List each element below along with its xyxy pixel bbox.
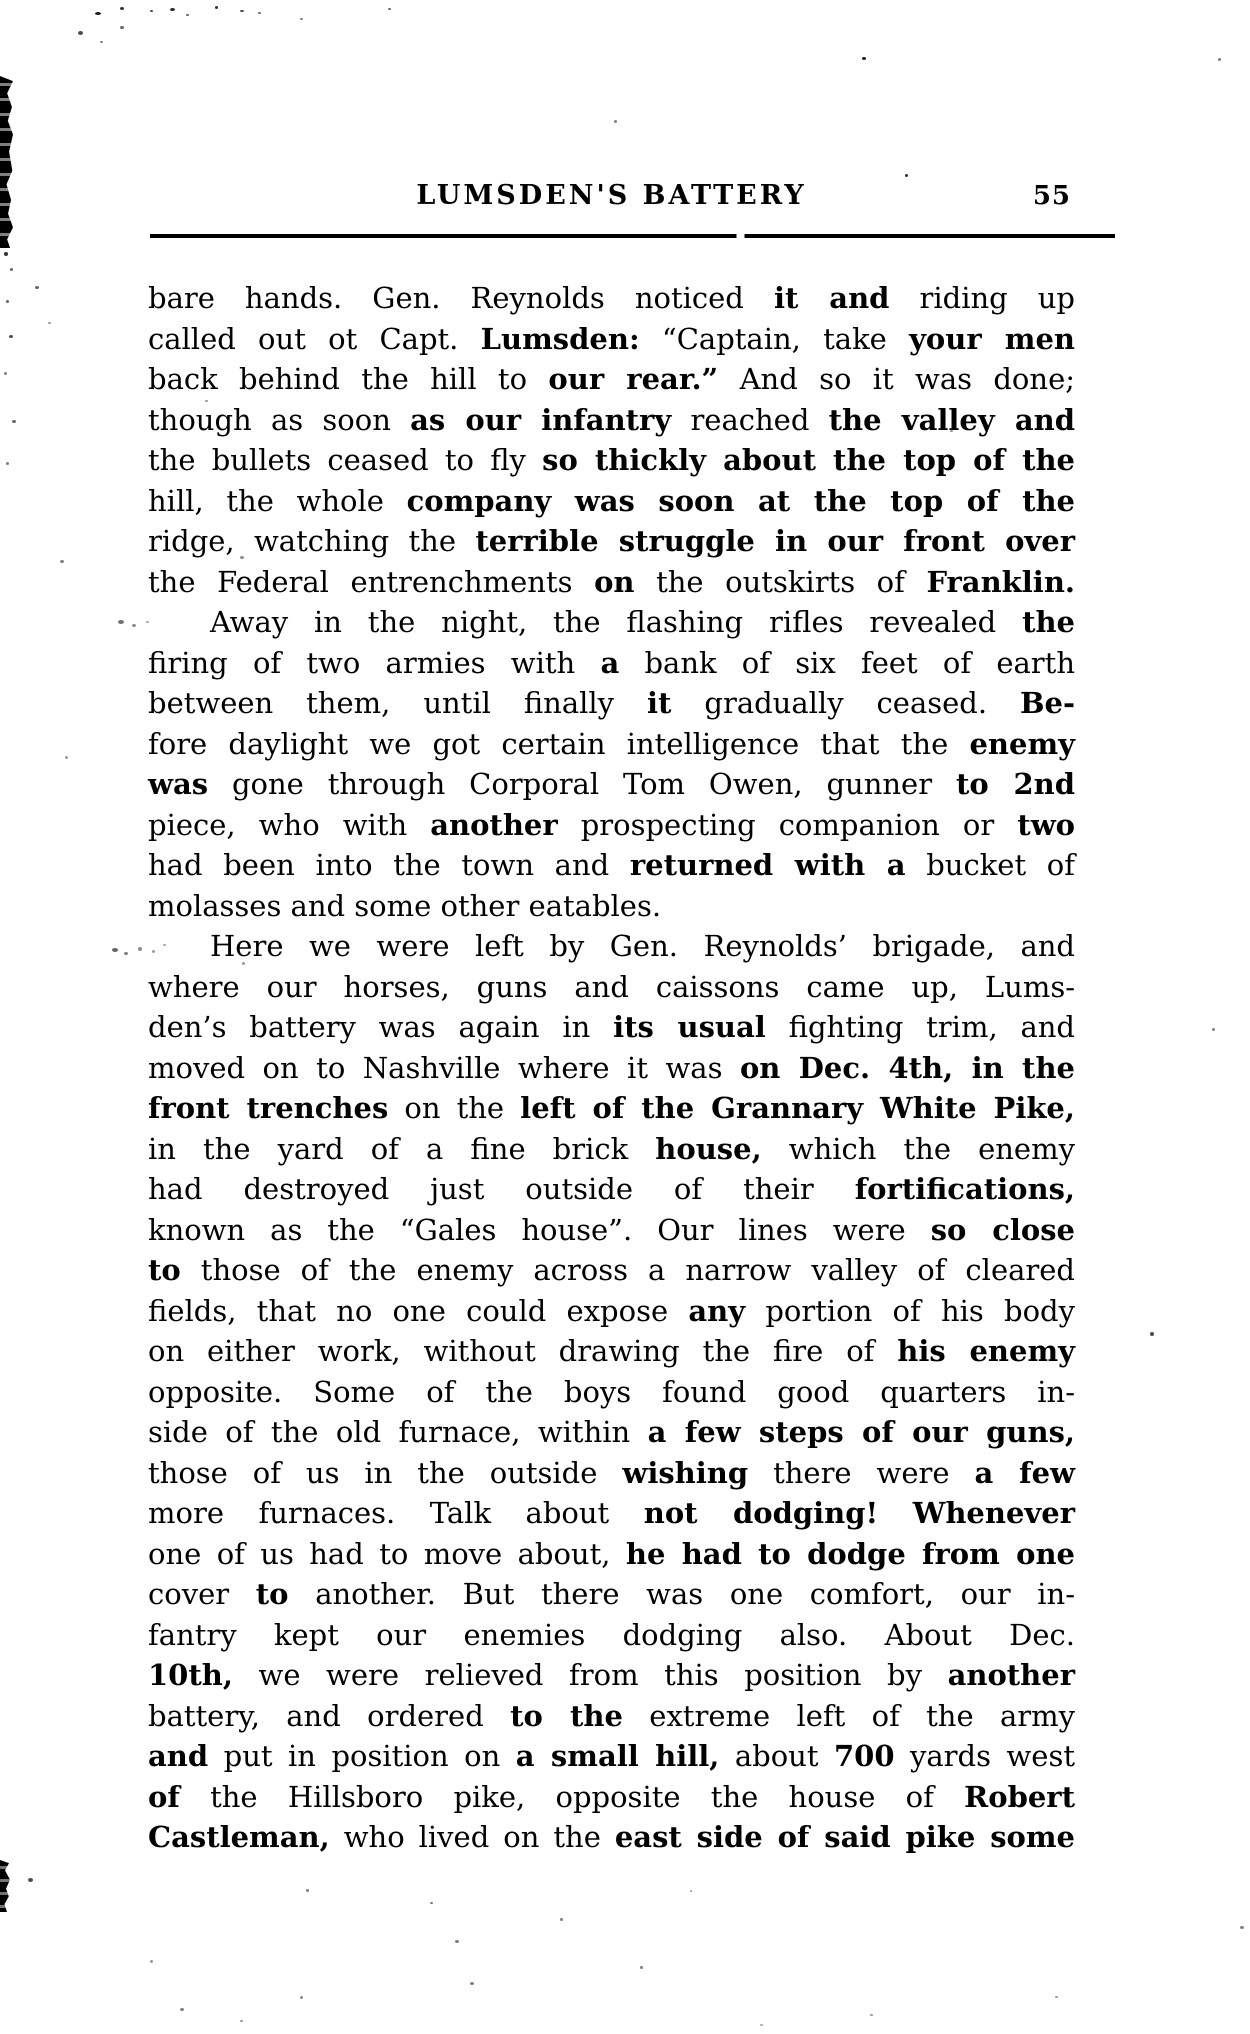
scan-speck <box>690 1890 692 1892</box>
text-line <box>148 1007 1075 1048</box>
text-segment: bare hands. Gen. Reynolds noticed <box>148 281 774 315</box>
text-line <box>148 602 1075 643</box>
text-segment: gone through Corporal Tom Owen, gunner <box>208 767 956 801</box>
scan-speck <box>862 57 866 60</box>
text-line <box>148 1048 1075 1089</box>
text-segment: on either work, without drawing the fire of <box>148 1334 898 1368</box>
text-line <box>148 1615 1075 1656</box>
text-segment: opposite. Some of the boys found good quarters in- <box>148 1374 1075 1409</box>
text-line <box>148 1453 1075 1494</box>
scan-speck <box>470 1982 474 1985</box>
heavy-ink-text: Lumsden: <box>480 321 640 356</box>
text-segment: hill, the whole <box>148 483 407 518</box>
text-segment: reached <box>671 402 829 437</box>
text-segment: called out ot Capt. <box>148 321 481 356</box>
scan-speck <box>240 10 244 12</box>
heavy-ink-text: two <box>1017 807 1075 842</box>
text-line <box>148 967 1075 1008</box>
scan-speck <box>124 952 128 955</box>
text-segment: Away in the night, the flashing rifles revealed <box>210 605 1023 639</box>
heavy-ink-text: a few steps of our guns, <box>647 1415 1075 1449</box>
binding-edge-mark-bottom <box>0 1860 10 1912</box>
scan-speck <box>388 8 391 10</box>
scan-speck <box>455 1940 459 1943</box>
heavy-ink-text: it <box>647 686 672 720</box>
heavy-ink-text: 10th, <box>148 1658 233 1692</box>
heavy-ink-text: company was soon at the top of the <box>406 483 1076 518</box>
heavy-ink-text: a few <box>974 1455 1075 1490</box>
scan-speck <box>186 14 189 16</box>
text-segment: those of us in the outside <box>148 1455 623 1490</box>
heavy-ink-text: another <box>947 1658 1075 1692</box>
heavy-ink-text: the <box>1022 605 1075 639</box>
heavy-ink-text: Castleman, <box>148 1820 330 1854</box>
heavy-ink-text: as our infantry <box>410 402 672 437</box>
text-segment: molasses and some other eatables. <box>148 888 662 923</box>
scan-speck <box>120 26 124 29</box>
text-segment: the bullets ceased to fly <box>148 443 543 477</box>
scan-speck <box>614 120 617 123</box>
scan-speck <box>300 18 303 20</box>
text-segment: piece, who with <box>148 807 431 842</box>
scan-speck <box>950 430 953 432</box>
scan-speck <box>1055 1996 1058 1998</box>
scan-speck <box>870 2014 873 2016</box>
scan-speck <box>28 1878 33 1882</box>
scan-speck <box>1212 1028 1215 1031</box>
text-line <box>148 805 1075 846</box>
text-segment: fantry kept our enemies dodging also. About Dec. <box>148 1617 1075 1652</box>
text-line <box>148 1331 1075 1372</box>
text-segment: cover <box>148 1577 256 1611</box>
scan-speck <box>10 268 13 271</box>
scan-speck <box>118 620 124 624</box>
text-segment: ridge, watching the <box>148 524 476 558</box>
scan-speck <box>300 1996 303 1999</box>
heavy-ink-text: to 2nd <box>955 767 1076 801</box>
text-segment: back behind the hill to <box>148 362 549 396</box>
text-line <box>148 1250 1075 1291</box>
text-segment: prospecting companion or <box>557 807 1018 842</box>
text-line <box>148 683 1075 724</box>
heavy-ink-text: front trenches <box>148 1091 389 1125</box>
text-segment: gradually ceased. <box>671 686 1021 720</box>
scan-speck <box>48 322 51 324</box>
text-segment: And so it was done; <box>718 362 1075 396</box>
heavy-ink-text: Whenever <box>912 1496 1075 1530</box>
scan-speck <box>100 41 103 43</box>
scan-speck <box>6 462 9 465</box>
heavy-ink-text: so thickly about the top of the <box>542 443 1075 477</box>
heavy-ink-text: it and <box>773 281 890 315</box>
scan-speck <box>78 31 83 35</box>
text-segment: Here we were left by Gen. Reynolds’ brigade, and <box>210 929 1075 963</box>
text-line <box>148 1493 1075 1534</box>
heavy-ink-text: on Dec. 4th, in the <box>739 1050 1075 1085</box>
heavy-ink-text: his enemy <box>897 1334 1075 1368</box>
text-segment: there were <box>748 1455 975 1490</box>
text-segment: known as the “Gales house”. Our lines were <box>148 1212 931 1247</box>
text-segment: fighting trim, and <box>765 1010 1075 1044</box>
text-line <box>148 643 1075 684</box>
heavy-ink-text: another <box>430 807 558 842</box>
heavy-ink-text: house, <box>655 1131 762 1166</box>
heavy-ink-text: Robert <box>964 1779 1075 1814</box>
text-segment: though as soon <box>148 402 411 437</box>
heavy-ink-text: was <box>148 767 209 801</box>
heavy-ink-text: fortifications, <box>854 1172 1075 1206</box>
heavy-ink-text: and <box>148 1739 209 1773</box>
text-segment: extreme left of the army <box>622 1698 1076 1733</box>
text-segment: on the <box>388 1091 521 1125</box>
text-segment: den’s battery was again in <box>148 1010 614 1044</box>
heavy-ink-text: a small hill, <box>515 1739 720 1773</box>
text-line <box>148 1291 1075 1332</box>
scan-speck <box>146 621 149 623</box>
scan-speck <box>9 335 13 338</box>
heavy-ink-text: Be- <box>1020 686 1076 720</box>
text-line <box>148 562 1075 603</box>
text-line <box>148 1372 1075 1413</box>
text-segment: we were relieved from this position by <box>232 1658 948 1692</box>
scan-speck <box>240 556 244 559</box>
scan-speck <box>215 6 218 9</box>
scan-speck <box>205 400 208 402</box>
text-line <box>148 1736 1075 1777</box>
text-segment: in the yard of a fine brick <box>148 1131 656 1166</box>
text-segment: had destroyed just outside of their <box>148 1172 855 1206</box>
scan-speck <box>1150 1332 1154 1336</box>
page-header-title: LUMSDEN'S BATTERY <box>416 180 807 211</box>
text-segment: fore daylight we got certain intelligence that the <box>148 726 970 761</box>
text-line <box>148 886 1075 927</box>
page-number: 55 <box>1032 181 1071 211</box>
text-segment: riding up <box>889 281 1075 315</box>
text-segment: the outskirts of <box>634 564 927 599</box>
scan-speck <box>4 372 7 375</box>
text-segment: one of us had to move about, <box>148 1536 626 1571</box>
heavy-ink-text: our rear.” <box>548 362 719 396</box>
text-segment: put in position on <box>208 1739 516 1773</box>
text-segment: between them, until finally <box>148 686 648 720</box>
text-segment: who lived on the <box>329 1820 615 1854</box>
text-segment: more furnaces. Talk about <box>148 1496 644 1530</box>
text-line <box>148 1655 1075 1696</box>
text-line <box>148 1696 1075 1737</box>
text-line <box>148 319 1075 360</box>
text-segment: another. But there was one comfort, our in- <box>288 1577 1075 1611</box>
heavy-ink-text: enemy <box>969 726 1075 761</box>
scan-speck <box>760 2024 763 2026</box>
scan-speck <box>258 12 261 14</box>
scan-speck <box>430 1902 433 1904</box>
scan-speck <box>180 2008 184 2011</box>
text-segment: portion of his body <box>745 1293 1075 1328</box>
scan-speck <box>242 962 245 965</box>
scan-speck <box>132 624 136 627</box>
text-segment: yards west <box>894 1739 1075 1773</box>
heavy-ink-text: to <box>148 1253 181 1287</box>
text-line <box>148 1534 1075 1575</box>
text-line <box>148 481 1075 522</box>
text-segment: which the enemy <box>761 1131 1075 1166</box>
text-line <box>148 1169 1075 1210</box>
scan-speck <box>240 2020 243 2022</box>
heavy-ink-text: he had to dodge from one <box>625 1536 1075 1571</box>
heavy-ink-text: 700 <box>833 1739 895 1773</box>
text-line <box>148 764 1075 805</box>
header-rule <box>150 234 1115 238</box>
heavy-ink-text: not dodging! <box>643 1496 879 1530</box>
text-line <box>148 278 1075 319</box>
page-body-text <box>148 278 1075 1858</box>
text-line <box>148 1817 1075 1858</box>
text-segment: where our horses, guns and caissons came up, Lums- <box>148 969 1075 1004</box>
heavy-ink-text: the valley and <box>828 402 1075 437</box>
scan-speck <box>35 286 39 289</box>
scan-speck <box>170 8 175 11</box>
text-line <box>148 1129 1075 1170</box>
text-segment: bucket of <box>905 848 1075 882</box>
scan-speck <box>150 10 153 12</box>
heavy-ink-text: of <box>148 1779 180 1814</box>
heavy-ink-text: east side of said pike some <box>614 1820 1076 1854</box>
text-segment: had been into the town and <box>148 848 630 882</box>
text-line <box>148 1574 1075 1615</box>
text-line <box>148 1777 1075 1818</box>
heavy-ink-text: so close <box>930 1212 1075 1247</box>
scan-speck <box>1218 58 1221 61</box>
heavy-ink-text: your men <box>909 321 1075 356</box>
binding-edge-mark-top <box>0 76 13 248</box>
scan-speck <box>112 948 118 952</box>
heavy-ink-text: any <box>688 1293 746 1328</box>
text-line <box>148 926 1075 967</box>
text-line <box>148 400 1075 441</box>
scan-speck <box>1240 1926 1244 1929</box>
scan-speck <box>152 950 155 953</box>
text-segment: bank of six feet of earth <box>619 645 1076 680</box>
heavy-ink-text: wishing <box>622 1455 749 1490</box>
scan-speck <box>138 947 142 951</box>
heavy-ink-text: on <box>594 564 635 599</box>
text-line <box>148 521 1075 562</box>
scan-speck <box>60 560 64 563</box>
scan-speck <box>120 7 124 10</box>
scan-speck <box>6 300 9 303</box>
heavy-ink-text: its usual <box>613 1010 766 1044</box>
text-segment: battery, and ordered <box>148 1698 511 1733</box>
text-line <box>148 1412 1075 1453</box>
heavy-ink-text: returned with a <box>629 848 906 882</box>
scan-speck <box>163 944 166 946</box>
text-segment: the Hillsboro pike, opposite the house of <box>179 1779 965 1814</box>
scan-speck <box>12 420 16 423</box>
text-segment: the Federal entrenchments <box>148 564 595 599</box>
text-segment <box>878 1496 913 1530</box>
scan-speck <box>560 1918 563 1921</box>
text-line <box>148 1210 1075 1251</box>
text-segment: those of the enemy across a narrow valley of cleared <box>180 1253 1075 1287</box>
text-segment: “Captain, take <box>639 321 910 356</box>
text-line <box>148 845 1075 886</box>
scan-speck <box>95 12 101 15</box>
heavy-ink-text: terrible struggle in our front over <box>475 524 1076 558</box>
scan-speck <box>4 252 8 256</box>
text-segment: firing of two armies with <box>148 645 601 680</box>
text-line <box>148 1088 1075 1129</box>
scan-speck <box>905 174 908 177</box>
scan-speck <box>640 1966 643 1969</box>
scan-speck <box>65 756 68 759</box>
heavy-ink-text: left of the Grannary White Pike, <box>520 1091 1075 1125</box>
text-line <box>148 724 1075 765</box>
scan-speck <box>306 1889 309 1892</box>
text-segment: about <box>719 1739 834 1773</box>
page-header <box>148 180 1075 220</box>
heavy-ink-text: to the <box>510 1698 623 1733</box>
heavy-ink-text: a <box>600 645 620 680</box>
scan-speck <box>150 1960 153 1963</box>
heavy-ink-text: Franklin. <box>926 564 1075 599</box>
text-segment: fields, that no one could expose <box>148 1293 689 1328</box>
text-line <box>148 440 1075 481</box>
heavy-ink-text: to <box>255 1577 289 1611</box>
text-line <box>148 359 1075 400</box>
text-segment: moved on to Nashville where it was <box>148 1050 740 1085</box>
text-segment: side of the old furnace, within <box>148 1415 648 1449</box>
